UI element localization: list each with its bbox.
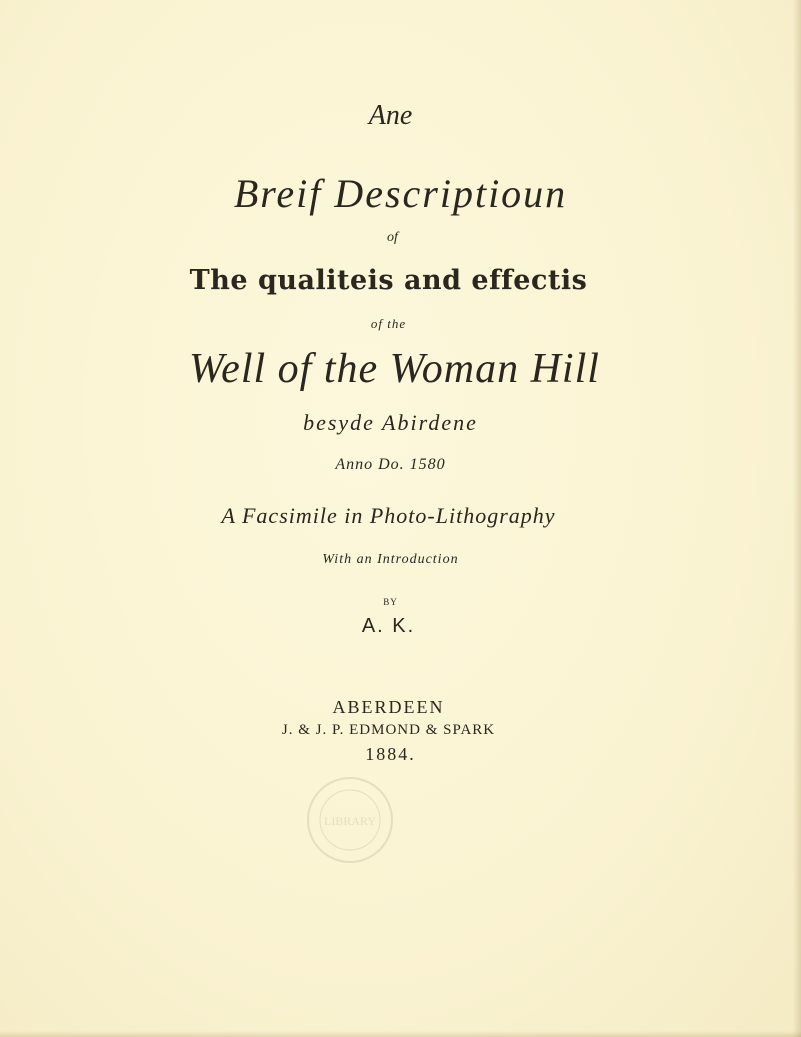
title-line-qualiteis: The qualiteis and effectis xyxy=(189,265,588,296)
imprint-year: 1884. xyxy=(365,744,416,764)
title-line-of-the: of the xyxy=(370,316,407,331)
title-line-ane: Ane xyxy=(368,100,413,131)
title-line-well-of-woman-hill: Well of the Woman Hill xyxy=(189,346,600,392)
page-edge-bottom xyxy=(0,1031,801,1037)
title-line-besyde-abirdene: besyde Abirdene xyxy=(303,410,478,435)
subtitle-facsimile: A Facsimile in Photo-Lithography xyxy=(221,503,556,528)
title-line-of: of xyxy=(387,230,398,245)
subtitle-introduction: With an Introduction xyxy=(322,552,459,567)
imprint-publisher: J. & J. P. EDMOND & SPARK xyxy=(281,722,496,738)
title-line-breif-descriptioun: Breif Descriptioun xyxy=(233,171,568,216)
author-by-label: BY xyxy=(383,597,398,607)
title-line-anno-date: Anno Do. 1580 xyxy=(335,456,446,473)
page-edge-right xyxy=(793,0,801,1037)
library-stamp-icon xyxy=(300,770,400,870)
svg-text:LIBRARY: LIBRARY xyxy=(323,814,377,828)
author-initials: A. K. xyxy=(361,615,416,637)
imprint-place: ABERDEEN xyxy=(332,697,445,717)
